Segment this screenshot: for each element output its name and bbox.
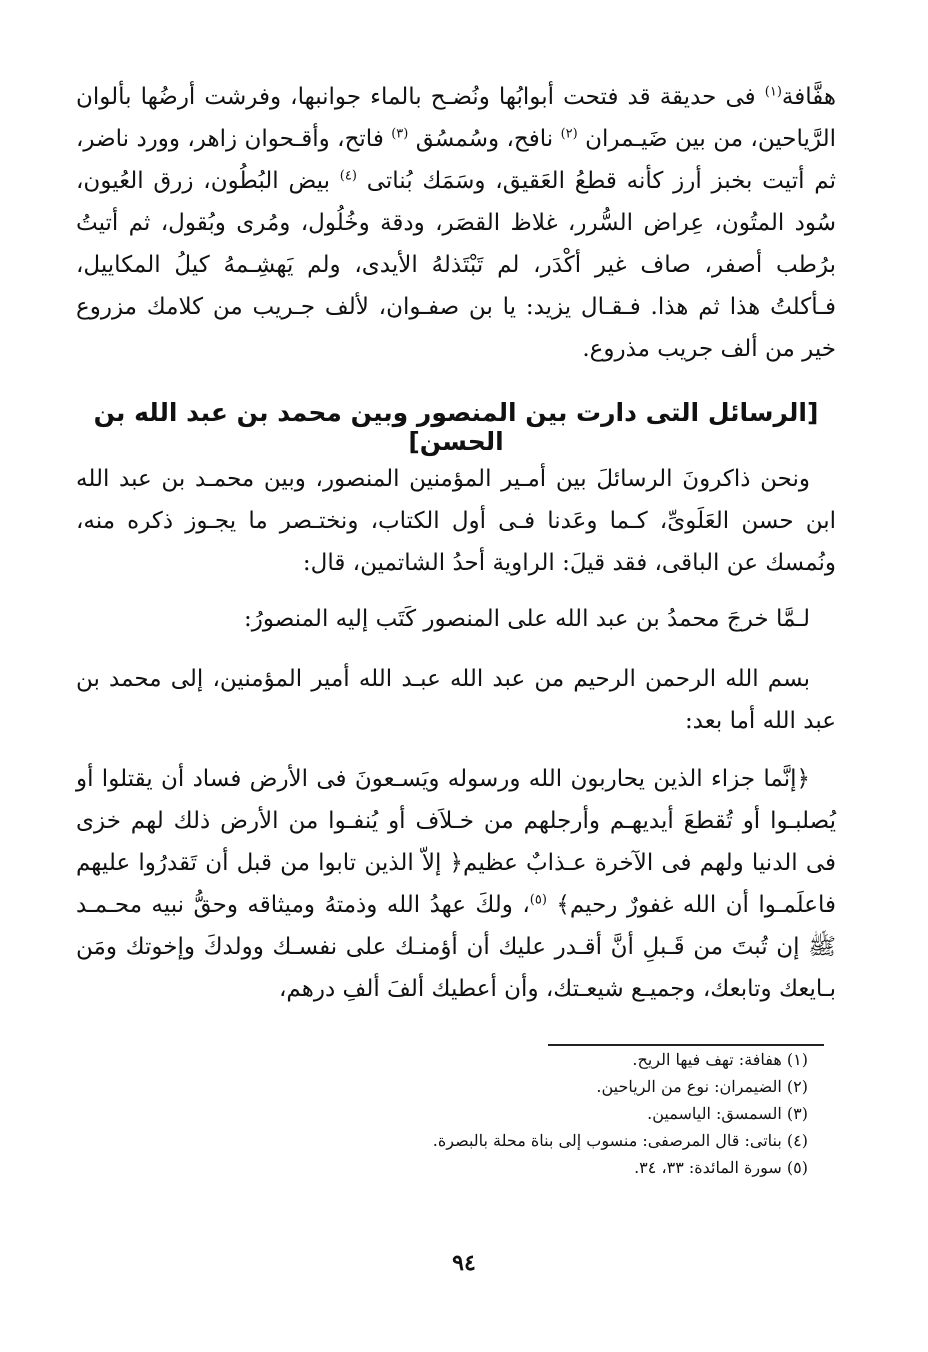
footnote-1: (١) هفافة: تهف فيها الريح. bbox=[632, 1050, 808, 1069]
paragraph-text-segment: فاتح، وأقـحوان زاهر، وورد ناضر، ثم أتيت بخبز أرز كأنه قطعُ العَقيق، وسَمَك بُناتى bbox=[76, 126, 836, 194]
footnote-3: (٣) السمسق: الياسمين. bbox=[647, 1104, 808, 1123]
paragraph-text-segment: نافح، وسُمسُق bbox=[415, 126, 561, 152]
paragraph-text-segment: بيض البُطُون، زرق العُيون، سُود المتُون، عِراض السُّرر، غلاظ القصَر، ودقة وخُلُول، ومُرى وبُقول، ثم أتيتُ برُطب أصفر، صاف غير أكْدَر، لم تَبْتَذلهُ الأيدى، ولم يَهشِـمهُ كيلُ المكاييل، فـأكلتُ هذا ثم هذا. فـقـال يزيد: يا بن صفـوان، لألف جـريب من كلامك مزروع خير من ألف جريب مذروع. bbox=[76, 168, 836, 362]
footnote-ref-3: (٣) bbox=[391, 126, 409, 142]
page-number: ٩٤ bbox=[452, 1250, 476, 1276]
paragraph-text-segment: ، ولكَ عهدُ الله وذمتهُ وميثاقه وحقُّ نبيه محـمـد ﷺ إن تُبتَ من قَـبلِ أنَّ أقـدر عليك أن أؤمنـك على نفسـك وولدكَ وإخوتك ومَن بـايعك وتابعك، وجميـع شيعـتك، وأن أعطيك ألفَ ألفِ درهم، bbox=[76, 892, 836, 1002]
paragraph-intro-letters: ونحن ذاكرونَ الرسائلَ بين أمـير المؤمنين المنصور، وبين محمـد بن عبد الله ابن حسن العَلَوىِّ، كـما وعَدنا فـى أول الكتاب، ونختـصر ما يجـوز ذكره منه، ونُمسك عن الباقى، فقد قيلَ: الراوية أحدُ الشاتمين، قال: bbox=[76, 466, 836, 576]
footnote-ref-5: (٥) bbox=[529, 892, 547, 908]
section-heading: [الرسائل التى دارت بين المنصور وبين محمد بن عبد الله بن الحسن] bbox=[93, 398, 819, 456]
paragraph-quran-quote-and-offer bbox=[76, 758, 836, 1010]
paragraph-text-segment: فى حديقة قد فتحت أبوابُها ونُضـح بالماء جوانبها، وفرشت أرضُها بألوان الرَّياحين، من بين ضَيـمران bbox=[76, 84, 836, 152]
footnote-ref-4: (٤) bbox=[339, 168, 357, 184]
footnote-2: (٢) الضيمران: نوع من الرياحين. bbox=[596, 1077, 808, 1096]
paragraph-mansur-wrote: لـمَّا خرجَ محمدُ بن عبد الله على المنصور كَتَب إليه المنصورُ: bbox=[244, 606, 810, 632]
paragraph-basmala-address: بسم الله الرحمن الرحيم من عبد الله عبـد الله أمير المؤمنين، إلى محمد بن عبد الله أما بعد: bbox=[76, 666, 836, 734]
paragraph-ibn-safwan-description bbox=[76, 76, 836, 370]
paragraph-text-segment: هفَّافة bbox=[781, 84, 836, 110]
quran-quotation: ﴿إنَّما جزاء الذين يحاربون الله ورسوله ويَسـعونَ فى الأرض فساد أن يقتلوا أو يُصلبـوا أو تُقطعَ أيديهـم وأرجلهم من خـلاَف أو يُنفـوا من الأرض ذلك لهم خزى فى الدنيا ولهم فى الآخرة عـذابٌ عظيم﴿ إلاّ الذين تابوا من قبل أن تَقدرُوا عليهم فاعلَمـوا أن الله غفورٌ رحيم﴾ bbox=[76, 766, 837, 918]
footnote-ref-1: (١) bbox=[764, 84, 782, 100]
footnote-4: (٤) بناتى: قال المرصفى: منسوب إلى بناة محلة بالبصرة. bbox=[432, 1131, 808, 1150]
footnotes bbox=[88, 1046, 808, 1181]
footnote-5: (٥) سورة المائدة: ٣٣، ٣٤. bbox=[634, 1158, 808, 1177]
footnote-ref-2: (٢) bbox=[560, 126, 578, 142]
